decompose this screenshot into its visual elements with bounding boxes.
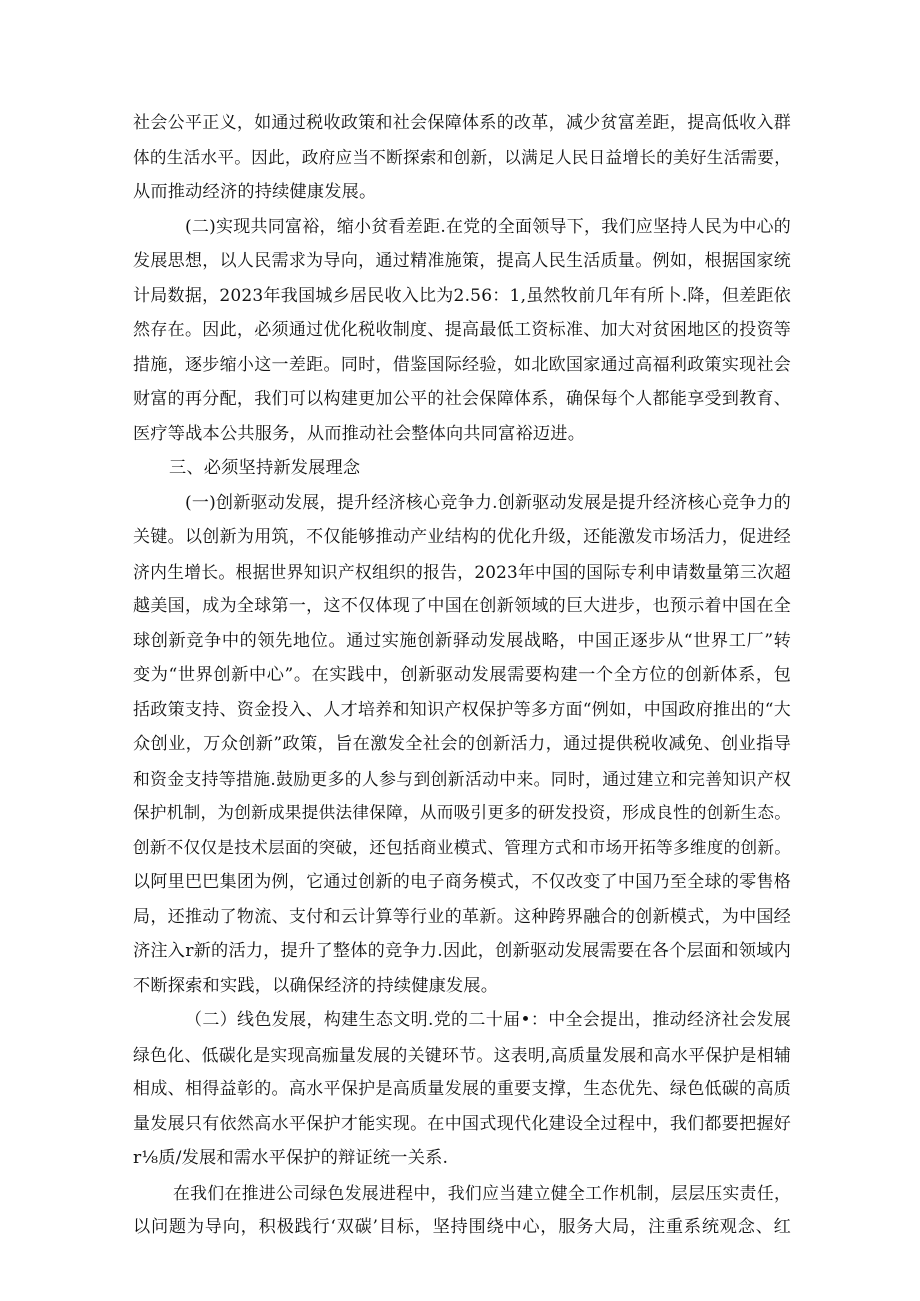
text-line: 越美国，成为全球第一，这不仅体现了中国在创新领域的巨大进步，也预示着中国在全 [133,596,791,616]
text-line: 以阿里巴巴集团为例，它通过创新的电子商务模式，不仅改变了中国乃至全球的零售格 [133,872,791,892]
text-line: 量发展只有依然高水平保护才能实现。在中国式现代化建设全过程中，我们都要把握好 [133,1113,791,1134]
text-line: 关键。以创新为用筑，不仅能够推动产业结构的优化升级，还能激发市场活力，促进经 [133,527,791,547]
text-line: 济注入r新的活力，提升了整体的竞争力.因此，创新驱动发展需要在各个层面和领域内 [133,941,791,961]
text-line: 相成、相得益彰的。高水平保护是高质量发展的重要支撑，生态优先、绿色低碳的高质 [133,1079,791,1099]
text-line: (二)实现共同富裕，缩小贫看差距.在党的全面领导下，我们应坚持人民为中心的 [185,216,791,237]
text-line: 创新不仅仅是技术层面的突破，还包括商业模式、管理方式和市场开拓等多维度的创新。 [133,837,791,857]
text-line: 括政策支持、资金投入、人才培养和知识产权保护等多方面“例如，中国政府推出的“大 [133,699,791,720]
text-line: 措施，逐步缩小这一差距。同时，借鉴国际经验，如北欧国家通过高福利政策实现社会 [133,354,791,375]
text-line: （二）线色发展，构建生态文明.党的二十届•：中全会提出，推动经济社会发展 [185,1010,791,1030]
text-line: 以问题为导向，积极践行‘双碳’目标，坚持围绕中心，服务大局，注重系统观念、红 [133,1217,791,1237]
text-line: 保护机制，为创新成果提供法律保障，从而吸引更多的研发投资，形成良性的创新生态。 [133,803,791,822]
text-line: 变为“世界创新中心”。在实践中，创新驱动发展需要构建一个全方位的创新体系，包 [133,665,791,685]
text-line: 从而推动经济的持续健康发展。 [133,182,377,202]
text-line: 计局数据，2023年我国城乡居民收入比为2.56：1,虽然牧前几年有所卜.降，但差距依 [133,285,791,306]
text-line: 众创业，万众创新”政策，旨在激发全社会的创新活力，通过提供税收减免、创业指导 [133,734,791,754]
text-line: 在我们在推进公司绿色发展进程中，我们应当建立健全工作机制，层层压实责任， [173,1182,791,1203]
text-line: 财富的再分配，我们可以构建更加公平的社会保障体系，确保每个人都能享受到教育、 [133,389,791,409]
text-line: r⅛质/发展和需水平保护的辩证统一关系. [133,1148,449,1168]
text-line: 三、必须坚持新发展理念 [169,458,361,478]
text-line: 和资金支持等措施.鼓励更多的人参与到创新活动中来。同时，通过建立和完善知识产权 [133,768,791,789]
text-line: 然存在。因此，必须通过优化税收制度、提高最低工资标准、加大对贫困地区的投资等 [133,320,791,340]
text-line: (一)创新驱动发展，提升经济核心竞争力.创新驱动发展是提升经济核心竞争力的 [185,492,791,513]
text-line: 局，还推动了物流、支付和云计算等行业的革新。这种跨界融合的创新模式，为中国经 [133,906,791,927]
text-line: 不断探索和实践，以确保经济的持续健康发展。 [133,975,499,996]
document-body [133,106,791,1245]
text-line: 发展思想，以人民需求为导向，通过精准施策，提高人民生活质量。例如，根据国家统 [133,251,791,271]
text-line: 社会公平正义，如通过税收政策和社会保障体系的改革，减少贫富差距，提高低收入群 [133,113,791,133]
text-line: 体的生活水平。因此，政府应当不断探索和创新，以满足人民日益增长的美好生活需要， [133,147,791,167]
text-line: 绿色化、低碳化是实现高痂量发展的关键环节。这表明,高质量发展和高水平保护是相辅 [133,1044,791,1065]
text-line: 球创新竞争中的领先地位。通过实施创新驿动发展战略，中国正逐步从“世界工厂”转 [133,630,791,651]
text-line: 医疗等战本公共服务，从而推动社会整体向共同富裕迈进。 [133,423,586,444]
text-line: 济内生增长。根据世界知识产权组织的报告，2023年中国的国际专利申请数量第三次超 [133,561,791,582]
